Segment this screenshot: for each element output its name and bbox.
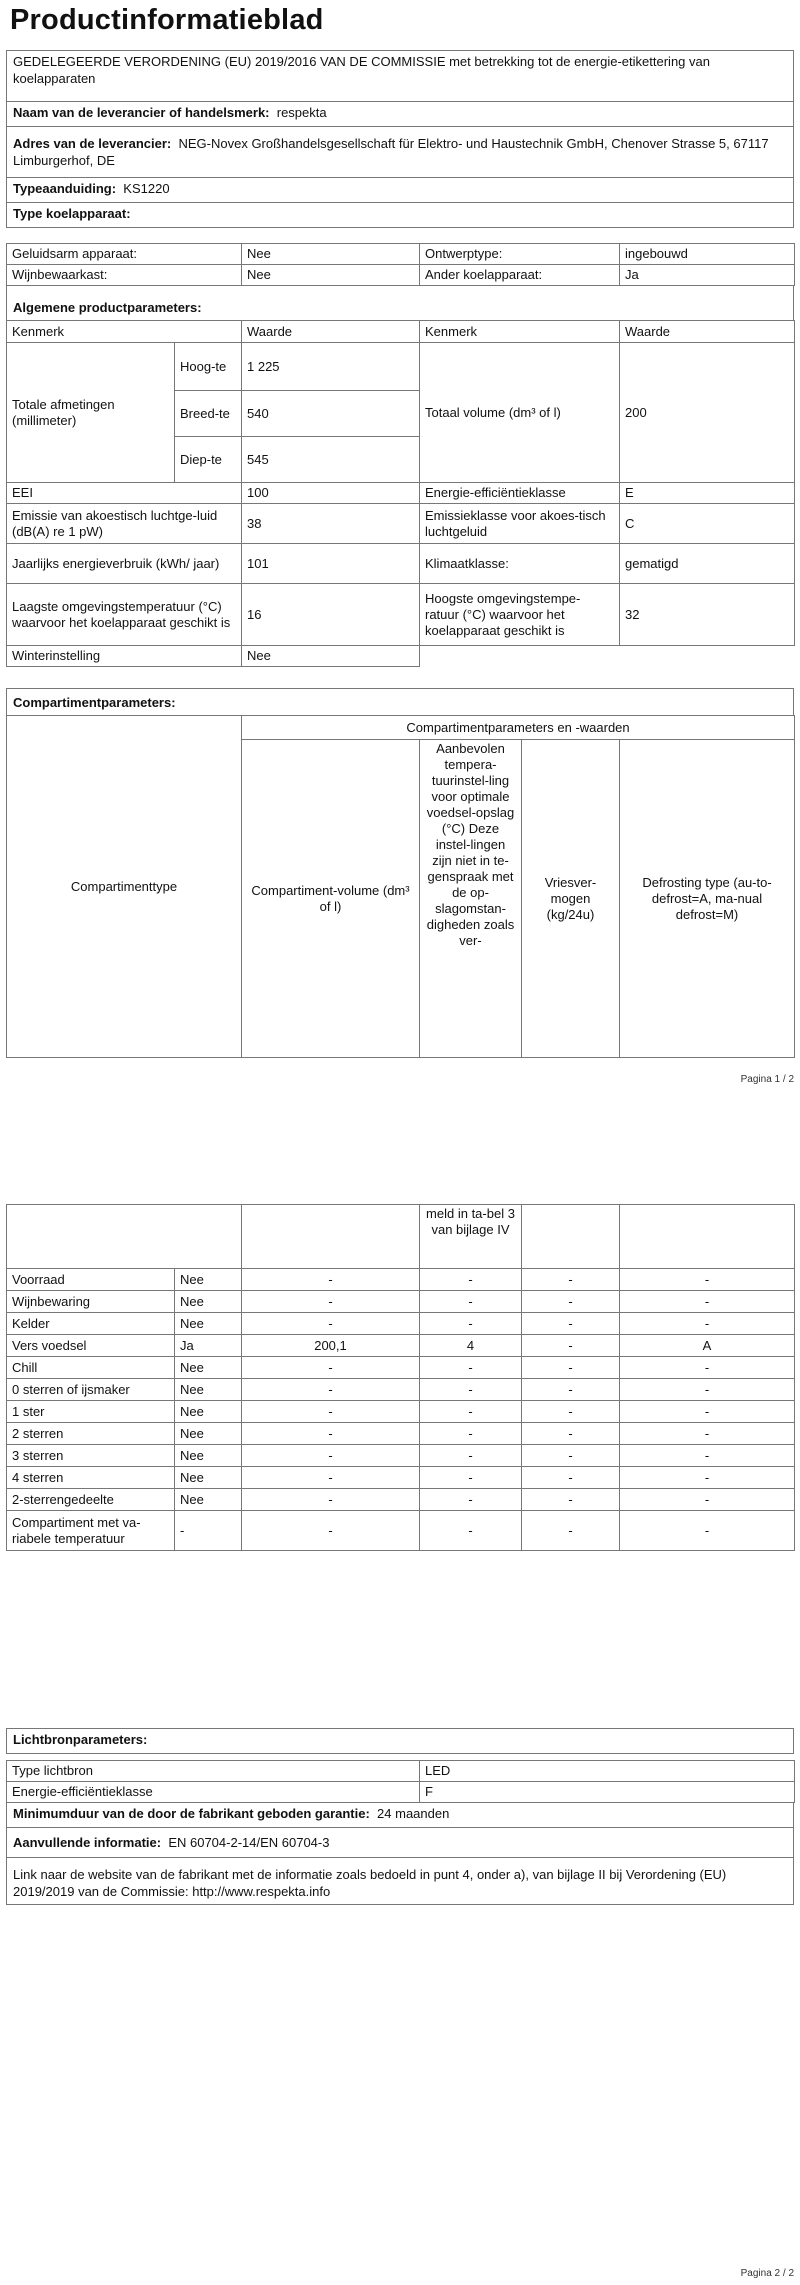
cell-volume: - [242,1291,420,1313]
cell-defrost: - [620,1379,795,1401]
comp-header-table: Compartimenttype Compartimentparameters en -waarden Compartiment-volume (dm³ of l) Aanbevolen tempera-tuurinstel-ling voor optimale voedsel-opslag (°C) Deze instel-lingen zijn niet in te-genspraak met de op-slagomstan-digheden zoals ver- Vriesver-mogen (kg/24u) Defrosting type (au-to-defrost=A, ma-nual defrost=M) [6,715,795,1058]
cell-defrost: - [620,1357,795,1379]
cell-volume: - [242,1423,420,1445]
cell-freeze: - [522,1467,620,1489]
cell-defrost: - [620,1511,795,1551]
cell-freeze: - [522,1489,620,1511]
cell-defrost: - [620,1269,795,1291]
cell-volume: - [242,1313,420,1335]
cell-name: 2-sterrengedeelte [7,1489,175,1511]
cell-present: Nee [175,1313,242,1335]
table-row [7,1335,795,1357]
cell-freeze: - [522,1357,620,1379]
cell-freeze: - [522,1291,620,1313]
cell-name: 2 sterren [7,1423,175,1445]
comp-table: meld in ta-bel 3 van bijlage IV Voorraad Nee - - - - Wijnbewaring Nee - - - - Kelder Nee - - - - Vers voedsel Ja 200,1 4 - A Chill Nee - - - - 0 sterren of ijsmaker Nee - - - - 1 ster Nee - - - - 2 sterren Nee - - - - 3 sterren Nee - - - - 4 sterren Nee - - - - 2-sterrengedeelte Nee - - - - Compartiment met va-riabele temperatuur - - - - - [6,1204,795,1551]
cell-freeze: - [522,1379,620,1401]
supplier-address-row: Adres van de leverancier: NEG-Novex Großhandelsgesellschaft für Elektro- und Haustechnik GmbH, Chenover Strasse 5, 67117 Limburgerhof, DE [6,126,794,178]
cell-name: 0 sterren of ijsmaker [7,1379,175,1401]
table-row [7,1357,795,1379]
cell-present: Nee [175,1357,242,1379]
type-table [6,243,795,286]
table-row [7,1379,795,1401]
table-row [7,1467,795,1489]
table-row [7,1401,795,1423]
general-heading: Algemene productparameters: [6,285,794,321]
cell-temp: 4 [420,1335,522,1357]
cell-name: 3 sterren [7,1445,175,1467]
cell-defrost: - [620,1401,795,1423]
additional-info-row: Aanvullende informatie: EN 60704-2-14/EN 60704-3 [6,1827,794,1858]
table-row [7,1269,795,1291]
type-heading: Type koelapparaat: [6,202,794,228]
warranty-row: Minimumduur van de door de fabrikant geboden garantie: 24 maanden [6,1802,794,1828]
light-heading: Lichtbronparameters: [6,1728,794,1754]
cell-volume: - [242,1511,420,1551]
supplier-name-row: Naam van de leverancier of handelsmerk: respekta [6,101,794,127]
cell-volume: - [242,1401,420,1423]
cell-name: Wijnbewaring [7,1291,175,1313]
general-header-row: Kenmerk Waarde Kenmerk Waarde [7,321,795,343]
cell-freeze: - [522,1511,620,1551]
cell-present: Nee [175,1379,242,1401]
cell-present: Nee [175,1445,242,1467]
model-row: Typeaanduiding: KS1220 [6,177,794,203]
cell-volume: - [242,1445,420,1467]
table-row [7,1291,795,1313]
cell-temp: - [420,1467,522,1489]
cell-defrost: - [620,1313,795,1335]
cell-temp: - [420,1379,522,1401]
cell-present: Nee [175,1467,242,1489]
general-table: Kenmerk Waarde Kenmerk Waarde Totale afmetingen (millimeter) Hoog-te 1 225 Totaal volume (dm³ of l) 200 Breed-te 540 Diep-te 545 EEI 100 Energie-efficiëntieklasse E Emissie van akoestisch luchtge-luid (dB(A) re 1 pW) 38 Emissieklasse voor akoes-tisch luchtgeluid C Jaarlijks energieverbruik (kWh/ jaar) 101 Klimaatklasse: gematigd Laagste omgevingstemperatuur (°C) waarvoor het koelapparaat geschikt is 16 Hoogste omgevingstempe-ratuur (°C) waarvoor het koelapparaat geschikt is 32 Winterinstelling Nee [6,320,795,667]
cell-temp: - [420,1423,522,1445]
page-1 [0,0,800,1140]
page-number: Pagina 2 / 2 [740,2268,794,2279]
cell-present: Ja [175,1335,242,1357]
table-row [7,1313,795,1335]
cell-freeze: - [522,1423,620,1445]
cell-defrost: A [620,1335,795,1357]
cell-name: Voorraad [7,1269,175,1291]
cell-name: Compartiment met va-riabele temperatuur [7,1511,175,1551]
cell-temp: - [420,1489,522,1511]
cell-volume: - [242,1467,420,1489]
cell-present: - [175,1511,242,1551]
cell-name: 1 ster [7,1401,175,1423]
cell-name: Kelder [7,1313,175,1335]
cell-present: Nee [175,1401,242,1423]
cell-volume: - [242,1357,420,1379]
table-row [7,1445,795,1467]
cell-volume: - [242,1489,420,1511]
page-number: Pagina 1 / 2 [740,1074,794,1085]
cell-temp: - [420,1445,522,1467]
cell-freeze: - [522,1335,620,1357]
regulation-subtitle: GEDELEGEERDE VERORDENING (EU) 2019/2016 VAN DE COMMISSIE met betrekking tot de energie-etikettering van koelapparaten [6,50,794,102]
cell-name: 4 sterren [7,1467,175,1489]
page-title: Productinformatieblad [10,4,324,36]
cell-defrost: - [620,1423,795,1445]
cell-name: Vers voedsel [7,1335,175,1357]
table-row [7,1423,795,1445]
cell-temp: - [420,1357,522,1379]
cell-temp: - [420,1269,522,1291]
cell-volume: - [242,1379,420,1401]
type-row: Wijnbewaarkast: Nee Ander koelapparaat: Ja [7,265,795,286]
page-2 [0,1150,800,2285]
cell-freeze: - [522,1445,620,1467]
cell-present: Nee [175,1269,242,1291]
cell-temp: - [420,1401,522,1423]
cell-freeze: - [522,1269,620,1291]
cell-defrost: - [620,1489,795,1511]
table-row [7,1511,795,1551]
cell-temp: - [420,1511,522,1551]
cell-defrost: - [620,1467,795,1489]
type-row: Geluidsarm apparaat: Nee Ontwerptype: ingebouwd [7,244,795,265]
manufacturer-link-row: Link naar de website van de fabrikant met de informatie zoals bedoeld in punt 4, onder a), van bijlage II bij Verordening (EU) 2019/2019 van de Commissie: http://www.respekta.info [6,1857,794,1905]
cell-volume: - [242,1269,420,1291]
cell-defrost: - [620,1291,795,1313]
cell-freeze: - [522,1313,620,1335]
comp-heading: Compartimentparameters: [6,688,794,716]
table-row [7,1489,795,1511]
cell-temp: - [420,1291,522,1313]
cell-volume: 200,1 [242,1335,420,1357]
light-table: Type lichtbron LED Energie-efficiëntieklasse F [6,1760,795,1803]
cell-name: Chill [7,1357,175,1379]
cell-temp: - [420,1313,522,1335]
cell-present: Nee [175,1423,242,1445]
cell-defrost: - [620,1445,795,1467]
cell-freeze: - [522,1401,620,1423]
cell-present: Nee [175,1489,242,1511]
cell-present: Nee [175,1291,242,1313]
